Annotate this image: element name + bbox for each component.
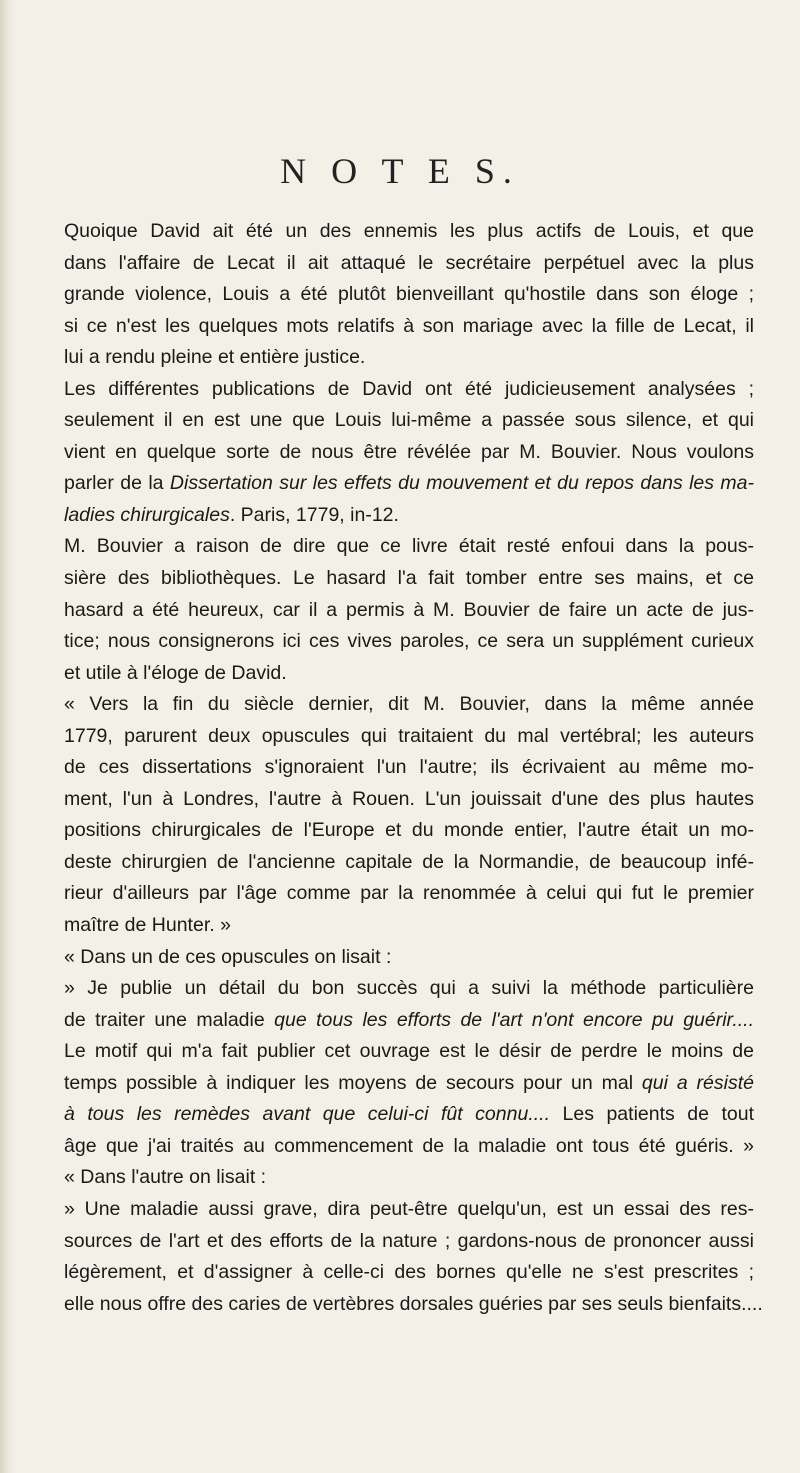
text-line: [64, 563, 754, 595]
text-line: [64, 1099, 754, 1131]
text-segment: temps possible à indiquer les moyens de secours pour un mal: [64, 1071, 642, 1094]
text-segment: et utile à l'éloge de David.: [64, 661, 287, 684]
text-segment: maître de Hunter. »: [64, 914, 231, 937]
text-segment: Les patients de tout: [550, 1103, 754, 1126]
text-line: [64, 1036, 754, 1068]
italic-text: à tous les remèdes avant que celui-ci fût connu....: [64, 1103, 550, 1126]
text-segment: 1779, parurent deux opuscules qui traitaient du mal vertébral; les auteurs: [64, 724, 754, 747]
text-segment: rieur d'ailleurs par l'âge comme par la renommée à celui qui fut le premier: [64, 882, 754, 905]
italic-text: Dissertation sur les effets du mouvement et du repos dans les ma-: [169, 472, 754, 495]
text-segment: grande violence, Louis a été plutôt bienveillant qu'hostile dans son éloge ;: [64, 283, 754, 306]
text-segment: « Dans un de ces opuscules on lisait :: [64, 945, 392, 968]
text-line: [64, 973, 754, 1005]
text-segment: « Dans l'autre on lisait :: [64, 1166, 267, 1189]
text-line: [64, 1131, 754, 1163]
text-line: [64, 784, 754, 816]
notes-body: [64, 216, 763, 1320]
text-segment: ment, l'un à Londres, l'autre à Rouen. L'un jouissait d'une des plus hautes: [64, 787, 754, 810]
italic-text: qui a résisté: [641, 1071, 754, 1094]
text-line: [64, 847, 754, 879]
text-line: [64, 1226, 754, 1258]
text-line: [64, 878, 754, 910]
text-line: [64, 752, 754, 784]
text-line: [64, 1194, 754, 1226]
text-segment: âge que j'ai traités au commencement de la maladie ont tous été guéris. »: [64, 1134, 754, 1157]
text-segment: « Vers la fin du siècle dernier, dit M. Bouvier, dans la même année: [64, 693, 754, 716]
text-segment: Quoique David ait été un des ennemis les plus actifs de Louis, et que: [64, 220, 754, 242]
page-title: N O T E S.: [280, 151, 520, 191]
text-line: [64, 531, 754, 563]
text-segment: légèrement, et d'assigner à celle-ci des bornes qu'elle ne s'est prescrites ;: [64, 1261, 754, 1284]
text-line: [64, 942, 754, 974]
text-segment: seulement il en est une que Louis lui-même a passée sous silence, et qui: [64, 409, 754, 432]
text-line: [64, 689, 754, 721]
text-segment: de traiter une maladie: [64, 1008, 275, 1031]
text-segment: Le motif qui m'a fait publier cet ouvrage est le désir de perdre le moins de: [64, 1040, 754, 1063]
text-segment: vient en quelque sorte de nous être révélée par M. Bouvier. Nous voulons: [64, 440, 754, 463]
text-segment: . Paris, 1779, in-12.: [229, 503, 399, 526]
text-segment: tice; nous consignerons ici ces vives paroles, ce sera un supplément curieux: [64, 630, 754, 653]
text-line: [64, 595, 754, 627]
text-line: [64, 437, 754, 469]
text-segment: lui a rendu pleine et entière justice.: [64, 346, 366, 369]
text-segment: » Je publie un détail du bon succès qui a suivi la méthode particulière: [64, 977, 754, 1000]
text-line: [64, 1068, 754, 1100]
text-segment: de ces dissertations s'ignoraient l'un l'autre; ils écrivaient au même mo-: [64, 756, 754, 779]
text-line: [64, 468, 754, 500]
text-line: [64, 1162, 754, 1194]
text-line: [64, 1257, 754, 1289]
italic-text: ladies chirurgicales: [64, 503, 230, 526]
text-line: [64, 405, 754, 437]
text-segment: M. Bouvier a raison de dire que ce livre était resté enfoui dans la pous-: [64, 535, 754, 558]
text-line: [64, 500, 754, 532]
text-line: [64, 342, 754, 374]
text-segment: » Une maladie aussi grave, dira peut-être quelqu'un, est un essai des res-: [64, 1197, 754, 1220]
text-line: [64, 626, 754, 658]
text-segment: deste chirurgien de l'ancienne capitale de la Normandie, de beaucoup infé-: [64, 850, 754, 873]
text-line: [64, 658, 754, 690]
text-line: [64, 374, 754, 406]
italic-text: que tous les efforts de l'art n'ont encore pu guérir....: [274, 1008, 754, 1031]
text-line: [64, 1289, 763, 1321]
text-segment: sources de l'art et des efforts de la nature ; gardons-nous de prononcer aussi: [64, 1229, 754, 1252]
text-segment: hasard a été heureux, car il a permis à M. Bouvier de faire un acte de jus-: [64, 598, 754, 621]
text-line: [64, 721, 754, 753]
text-segment: dans l'affaire de Lecat il ait attaqué le secrétaire perpétuel avec la plus: [64, 251, 754, 274]
text-segment: si ce n'est les quelques mots relatifs à son mariage avec la fille de Lecat, il: [64, 314, 754, 337]
text-line: [64, 311, 754, 343]
page-edge-shadow: [0, 0, 14, 1473]
text-line: [64, 1005, 754, 1037]
text-segment: parler de la: [64, 472, 170, 495]
text-segment: positions chirurgicales de l'Europe et du monde entier, l'autre était un mo-: [64, 819, 754, 842]
text-line: [64, 216, 754, 248]
text-line: [64, 279, 754, 311]
text-line: [64, 248, 754, 280]
text-segment: sière des bibliothèques. Le hasard l'a fait tomber entre ses mains, et ce: [64, 567, 754, 590]
text-segment: elle nous offre des caries de vertèbres dorsales guéries par ses seuls bienfaits....: [64, 1292, 763, 1315]
text-line: [64, 815, 754, 847]
text-segment: Les différentes publications de David ont été judicieusement analysées ;: [64, 377, 754, 400]
text-line: [64, 910, 754, 942]
